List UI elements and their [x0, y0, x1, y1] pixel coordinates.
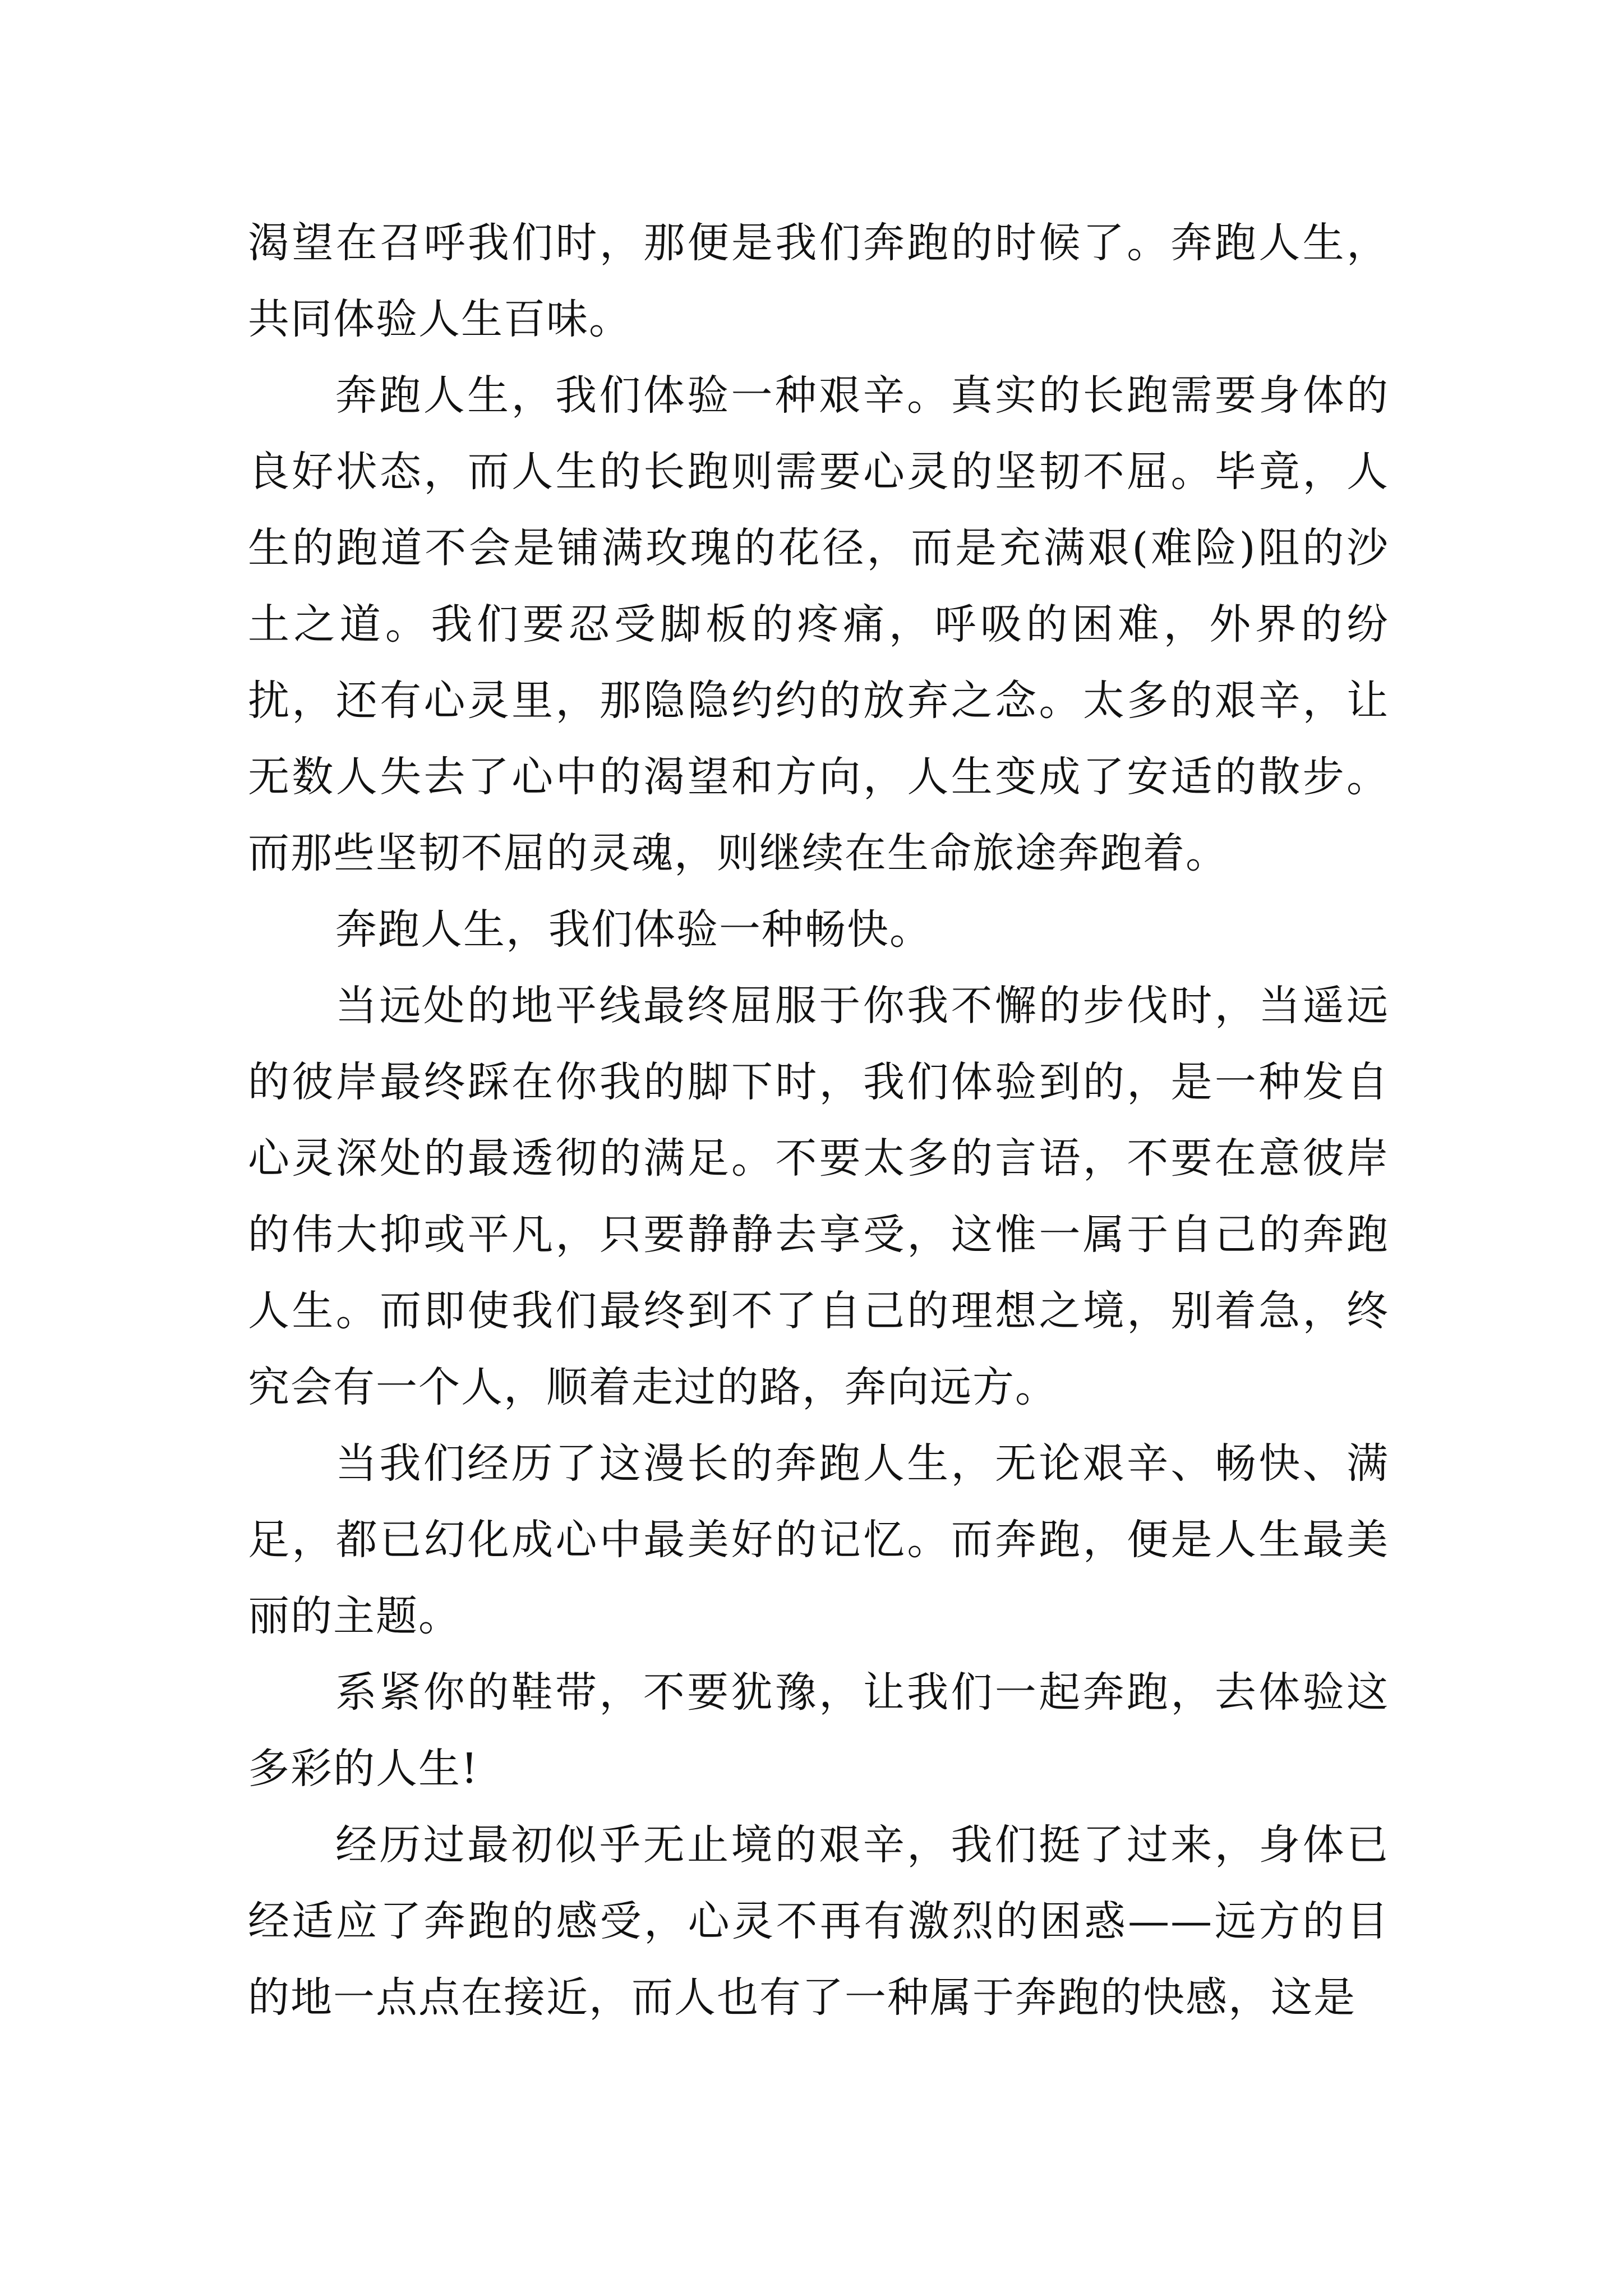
- document-body: [248, 205, 1389, 2036]
- paragraph-3: 奔跑人生，我们体验一种畅快。: [335, 905, 932, 954]
- paragraph-4: 当远处的地平线最终屈服于你我不懈的步伐时，当遥远的彼岸最终踩在你我的脚下时，我们体验到的，是一种发自心灵深处的最透彻的满足。不要太多的言语，不要在意彼岸的伟大抑或平凡，只要静静去享受，这惟一属于自己的奔跑人生。而即使我们最终到不了自己的理想之境，别着急，终究会有一个人，顺着走过的路，奔向远方。: [248, 982, 1389, 1411]
- paragraph-1: 渴望在召呼我们时，那便是我们奔跑的时候了。奔跑人生，共同体验人生百味。: [248, 219, 1389, 343]
- paragraph-7: 经历过最初似乎无止境的艰辛，我们挺了过来，身体已经适应了奔跑的感受，心灵不再有激烈的困惑——远方的目的地一点点在接近，而人也有了一种属于奔跑的快感，这是: [248, 1821, 1389, 2022]
- paragraph-6: 系紧你的鞋带，不要犹豫，让我们一起奔跑，去体验这多彩的人生!: [248, 1668, 1389, 1793]
- paragraph-2: 奔跑人生，我们体验一种艰辛。真实的长跑需要身体的良好状态，而人生的长跑则需要心灵的坚韧不屈。毕竟，人生的跑道不会是铺满玫瑰的花径，而是充满艰(难险)阻的沙土之道。我们要忍受脚板的疼痛，呼吸的困难，外界的纷扰，还有心灵里，那隐隐约约的放弃之念。太多的艰辛，让无数人失去了心中的渴望和方向，人生变成了安适的散步。而那些坚韧不屈的灵魂，则继续在生命旅途奔跑着。: [248, 371, 1389, 877]
- paragraph-5: 当我们经历了这漫长的奔跑人生，无论艰辛、畅快、满足，都已幻化成心中最美好的记忆。而奔跑，便是人生最美丽的主题。: [248, 1439, 1389, 1640]
